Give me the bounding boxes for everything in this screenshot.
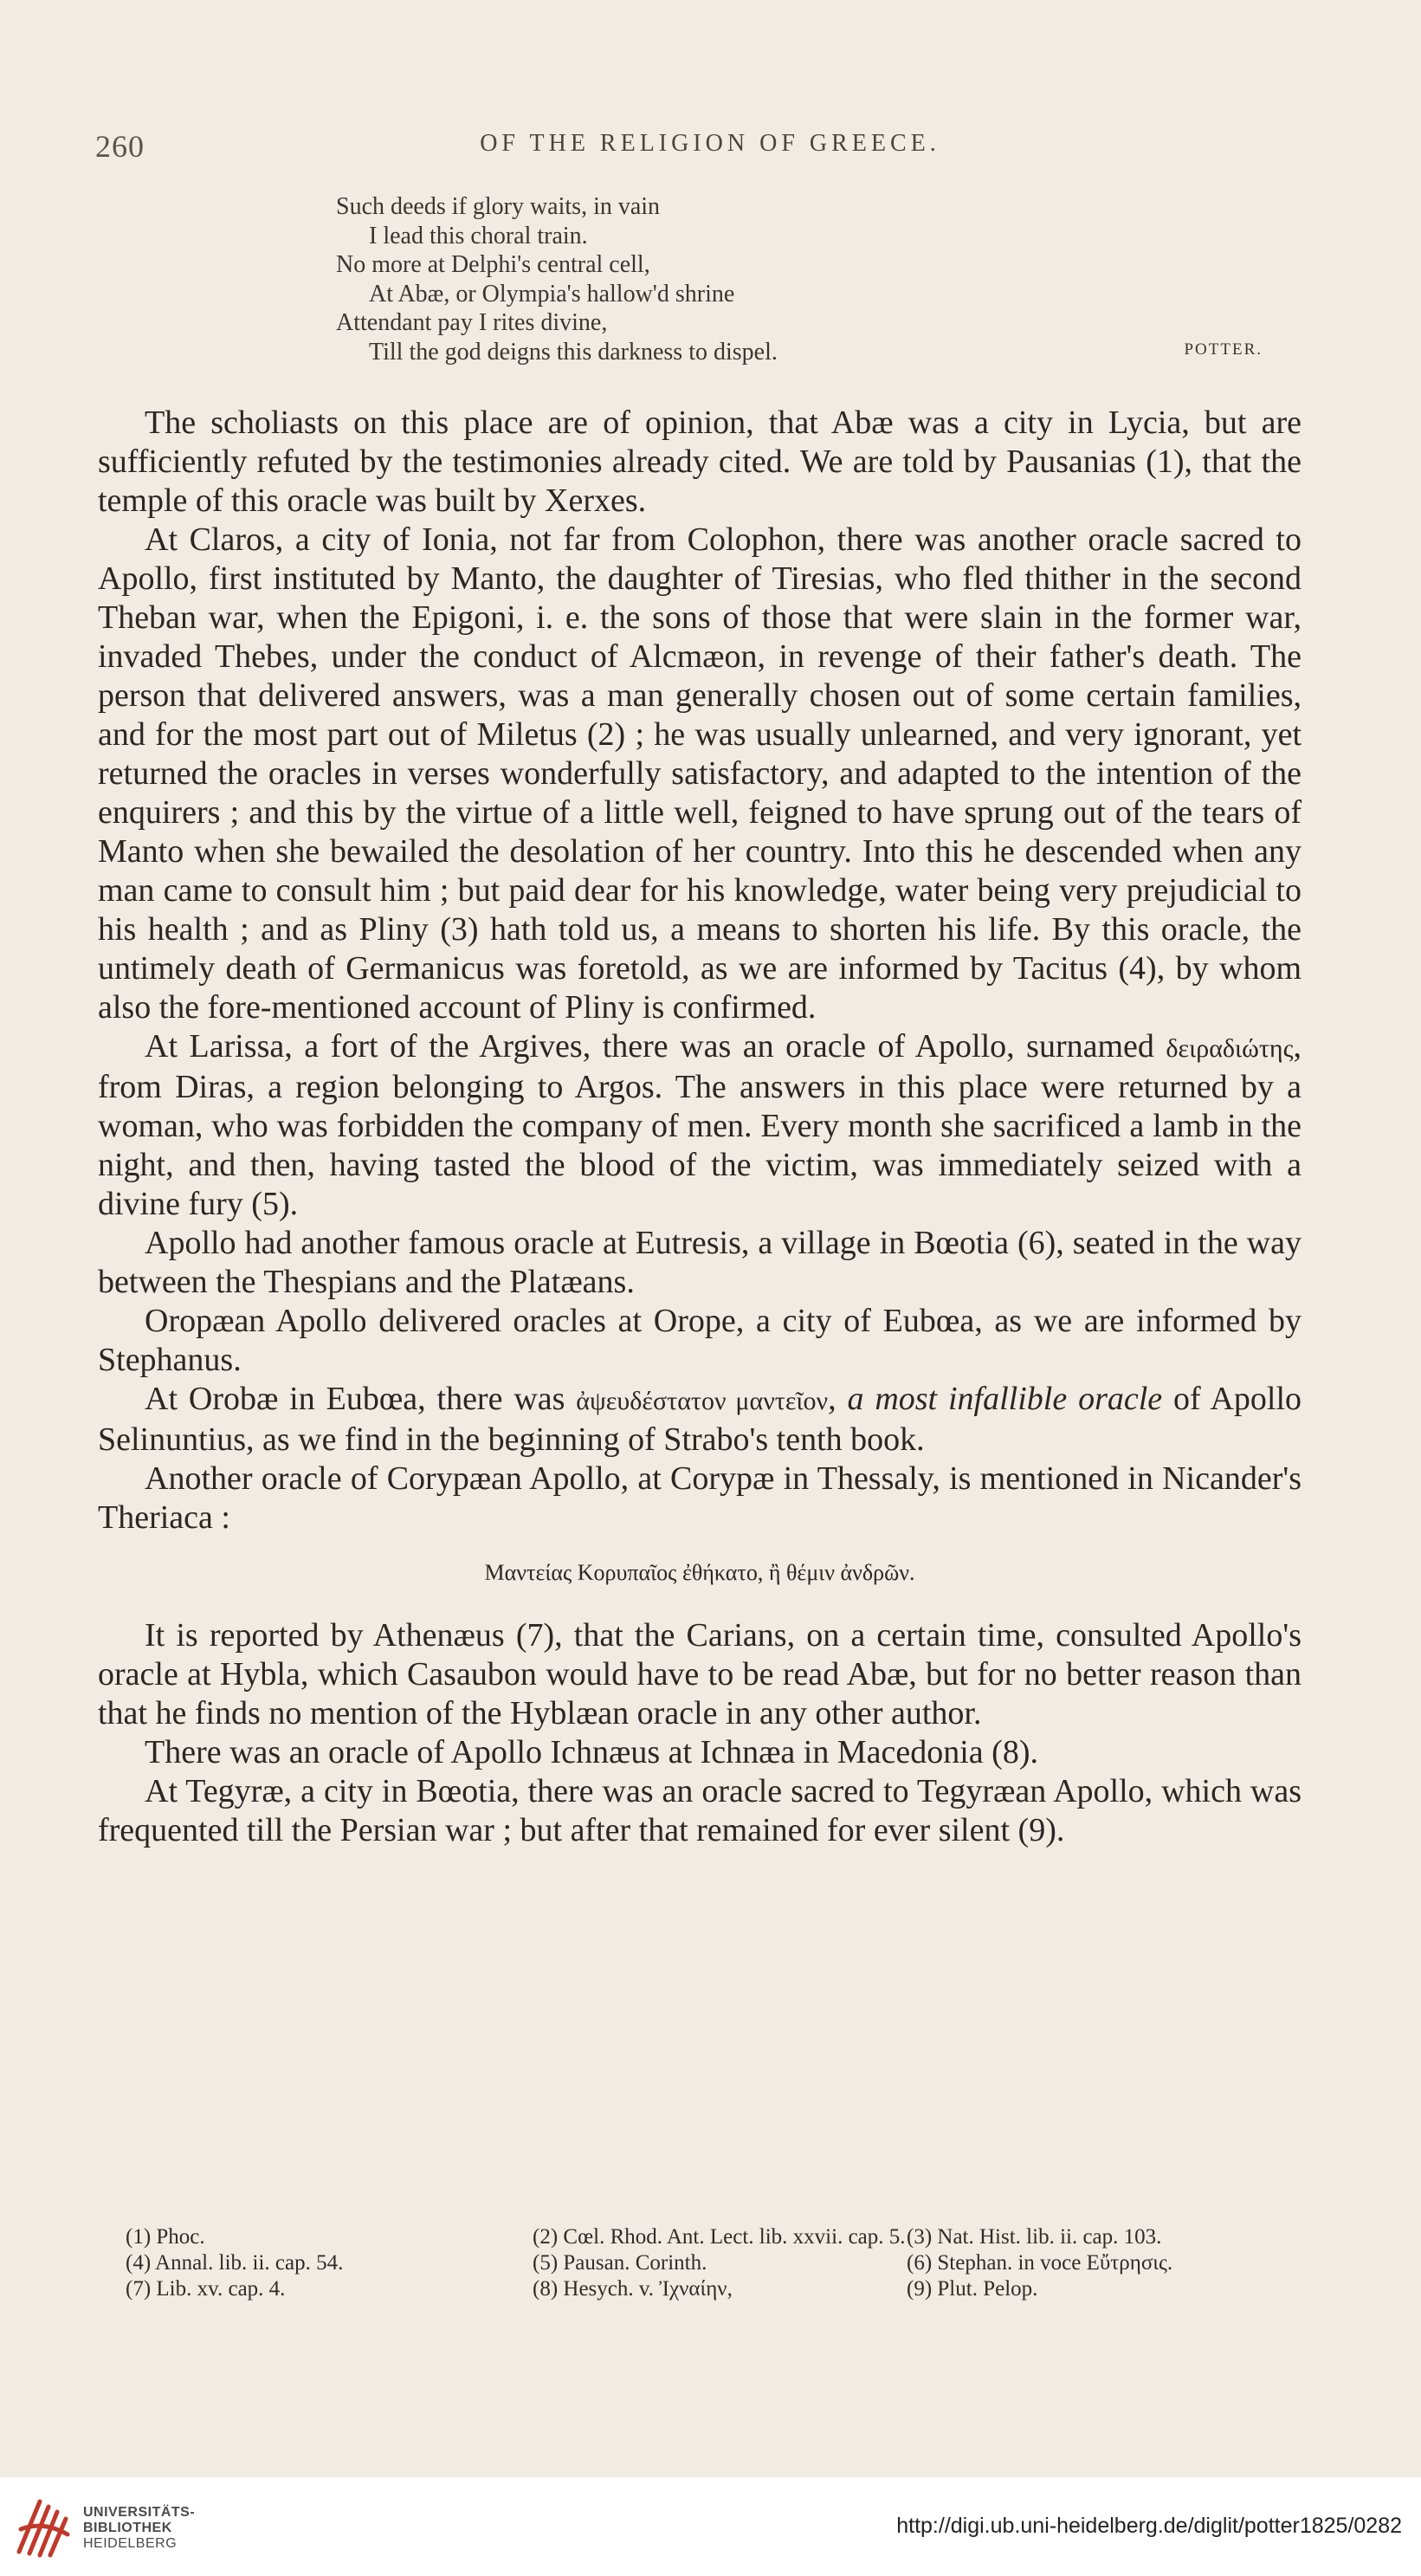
running-title: OF THE RELIGION OF GREECE.: [480, 130, 940, 157]
library-name-line: BIBLIOTHEK: [83, 2521, 172, 2535]
body-text: [98, 404, 1302, 1850]
footnotes: [126, 2224, 1303, 2302]
footnote: (1) Phoc.: [126, 2225, 205, 2249]
text-run: of Apollo Selinuntius, as we find in the beginning of Strabo's tenth book.: [98, 1381, 1302, 1458]
source-url-link[interactable]: http://digi.ub.uni-heidelberg.de/diglit/potter1825/0282: [896, 2514, 1402, 2538]
verse-line: Attendant pay I rites divine,: [336, 309, 608, 336]
verse-line: Such deeds if glory waits, in vain: [336, 193, 661, 220]
italic-gloss: , a most infallible oracle: [828, 1381, 1163, 1417]
paragraph: The scholiasts on this place are of opinion, that Abæ was a city in Lycia, but are sufficiently refuted by the testimonies already cited. We are told by Pausanias (1), that the temple of this oracle was built by Xerxes.: [98, 405, 1302, 519]
paragraph: Apollo had another famous oracle at Eutresis, a village in Bœotia (6), seated in the way between the Thespians and the Platæans.: [98, 1225, 1302, 1300]
library-name-line: HEIDELBERG: [83, 2536, 178, 2551]
footnote-row: [126, 2250, 1303, 2276]
paragraph: [98, 1027, 1302, 1224]
running-head: [95, 128, 1325, 163]
verse-line: Till the god deigns this darkness to dispel.: [369, 338, 778, 366]
paragraph: There was an oracle of Apollo Ichnæus at Ichnæa in Macedonia (8).: [145, 1734, 1038, 1770]
text-run: , from Diras, a region belonging to Argos. The answers in this place were returned by a woman, who was forbidden the company of men. Every month she sacrificed a lamb in the night, and then, having tasted the blood of the victim, was immediately seized with a divine fury (5).: [98, 1028, 1302, 1222]
university-library-logo-icon: [14, 2495, 73, 2559]
footnote-row: [126, 2276, 1303, 2302]
verse-attribution: POTTER.: [1184, 340, 1263, 359]
footnote: (2) Cœl. Rhod. Ant. Lect. lib. xxvii. cap. 5.: [533, 2225, 906, 2249]
footnote: (4) Annal. lib. ii. cap. 54.: [126, 2251, 344, 2275]
library-name: [83, 2505, 195, 2552]
library-footer: [0, 2477, 1421, 2576]
paragraph: Another oracle of Corypæan Apollo, at Corypæ in Thessaly, is mentioned in Nicander's Theriaca :: [98, 1460, 1302, 1536]
paragraph: At Tegyræ, a city in Bœotia, there was an oracle sacred to Tegyræan Apollo, which was frequented till the Persian war ; but after that remained for ever silent (9).: [98, 1773, 1302, 1848]
verse-line: I lead this choral train.: [369, 222, 588, 249]
greek-phrase: ἀψευδέστατον μαντεῖον: [576, 1387, 829, 1415]
footnote: (3) Nat. Hist. lib. ii. cap. 103.: [907, 2225, 1162, 2249]
footnote: (6) Stephan. in voce Εὔτρησις.: [907, 2251, 1173, 2275]
greek-word: δειραδιώτης: [1166, 1034, 1294, 1063]
paragraph: Oropæan Apollo delivered oracles at Orope, a city of Eubœa, as we are informed by Stephanus.: [98, 1303, 1302, 1378]
greek-quotation: Μαντείας Κορυπαῖος ἐθήκατο, ἢ θέμιν ἀνδρῶν.: [484, 1560, 915, 1585]
verse-line: No more at Delphi's central cell,: [336, 251, 650, 278]
paragraph: [98, 1380, 1302, 1460]
footnote: (8) Hesych. v. Ἰχναίην,: [533, 2277, 733, 2301]
verse-line: At Abæ, or Olympia's hallow'd shrine: [369, 280, 735, 307]
footnote: (5) Pausan. Corinth.: [533, 2251, 707, 2275]
page-number: 260: [95, 129, 145, 164]
library-name-line: UNIVERSITÄTS-: [83, 2505, 196, 2520]
paragraph: It is reported by Athenæus (7), that the Carians, on a certain time, consulted Apollo's oracle at Hybla, which Casaubon would have to be read Abæ, but for no better reason than that he finds no mention of the Hyblæan oracle in any other author.: [98, 1617, 1302, 1731]
text-run: At Orobæ in Eubœa, there was: [145, 1381, 577, 1417]
verse-quotation: [336, 192, 1325, 366]
footnote: (9) Plut. Pelop.: [907, 2277, 1038, 2301]
footnote-row: [126, 2224, 1303, 2250]
paragraph: At Claros, a city of Ionia, not far from Colophon, there was another oracle sacred to Apollo, first instituted by Manto, the daughter of Tiresias, who fled thither in the second Theban war, when the Epigoni, i. e. the sons of those that were slain in the former war, invaded Thebes, under the conduct of Alcmæon, in revenge of their father's death. The person that delivered answers, was a man generally chosen out of some certain families, and for the most part out of Miletus (2) ; he was usually unlearned, and very ignorant, yet returned the oracles in verses wonderfully satisfactory, and adapted to the intention of the enquirers ; and this by the virtue of a little well, feigned to have sprung out of the tears of Manto when she bewailed the desolation of her country. Into this he descended when any man came to consult him ; but paid dear for his knowledge, water being very prejudicial to his health ; and as Pliny (3) hath told us, a means to shorten his life. By this oracle, the untimely death of Germanicus was foretold, as we are informed by Tacitus (4), by whom also the fore-mentioned account of Pliny is confirmed.: [98, 521, 1302, 1026]
text-run: At Larissa, a fort of the Argives, there was an oracle of Apollo, surnamed: [145, 1028, 1166, 1065]
footnote: (7) Lib. xv. cap. 4.: [126, 2277, 286, 2301]
